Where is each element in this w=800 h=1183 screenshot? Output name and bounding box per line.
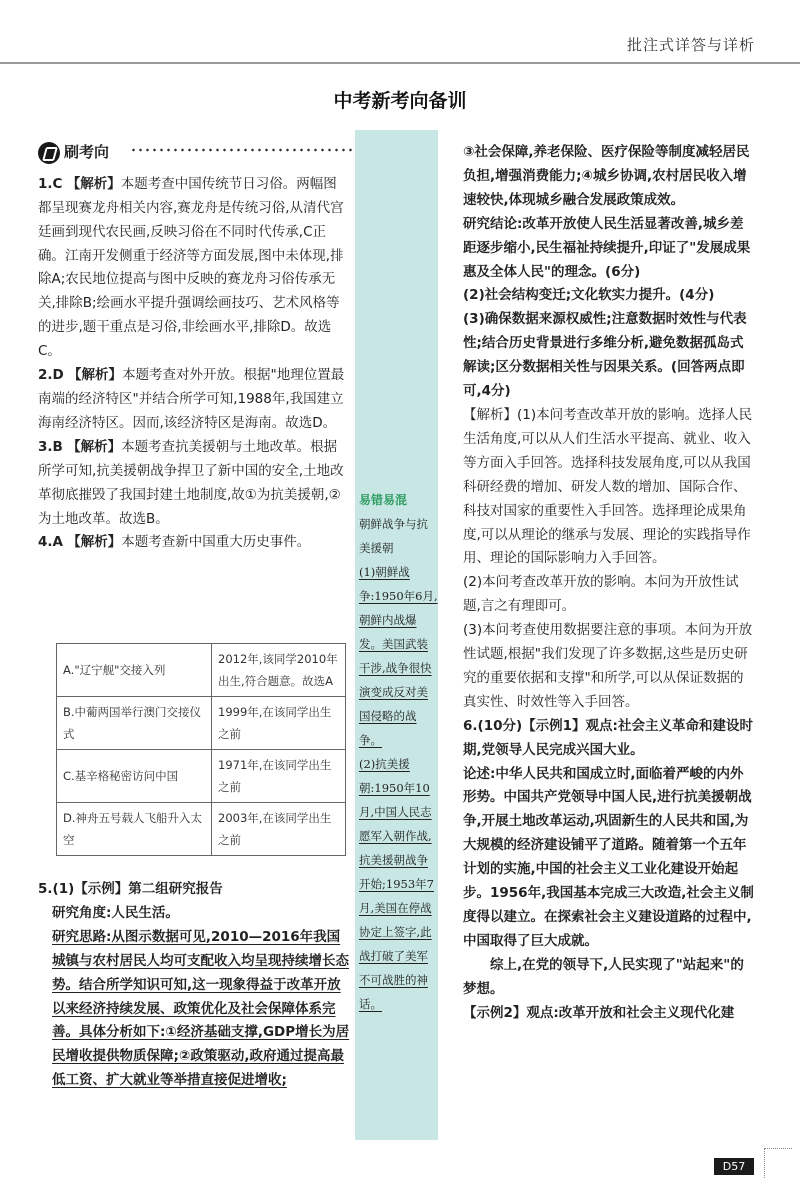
header-rule — [0, 62, 800, 64]
answer-3 — [38, 436, 350, 532]
left-column — [38, 141, 350, 555]
page-title: 中考新考向备训 — [333, 90, 467, 112]
answer-2-number: 2.D — [38, 367, 64, 384]
table-row — [57, 697, 346, 750]
answer-3-tag: 【解析】 — [67, 438, 122, 455]
answer-1-number: 1.C — [38, 175, 63, 192]
answer-3-text: 本题考查抗美援朝与土地改革。根据所学可知,抗美援朝战争捍卫了新中国的安全,土地改革彻底摧毁了我国封建土地制度,故①为抗美援朝,②为土地改革。故选B。 — [38, 438, 344, 527]
table-cell: 1999年,在该同学出生之前 — [212, 697, 346, 750]
right-paragraph-7: (3)本问考查使用数据要注意的事项。本问为开放性试题,根据"我们发现了许多数据,这些是历史研究的重要依据和支撑"和所学,可以从保证数据的真实性、时效性等入手回答。 — [463, 622, 753, 710]
answer-2-text: 本题考查对外开放。根据"地理位置最南端的经济特区"并结合所学可知,1988年,我国建立海南经济特区。因而,该经济特区是海南。故选D。 — [38, 367, 345, 431]
right-column — [463, 141, 755, 1026]
crop-mark — [764, 1148, 766, 1178]
answer-1-tag: 【解析】 — [66, 175, 121, 192]
table-cell: 2003年,在该同学出生之前 — [212, 803, 346, 856]
right-paragraph-3: (2)社会结构变迁;文化软实力提升。(4分) — [463, 287, 715, 304]
table-cell: B.中葡两国举行澳门交接仪式 — [57, 697, 212, 750]
answer-1 — [38, 173, 350, 364]
answer-4-text: 本题考查新中国重大历史事件。 — [121, 534, 311, 551]
answer-4 — [38, 531, 350, 555]
page-number: D57 — [714, 1158, 754, 1175]
answer-5-idea: 研究思路:从图示数据可见,2010—2016年我国城镇与农村居民人均可支配收入均呈现持续增长态势。结合所学知识可知,这一现象得益于改革开放以来经济持续发展、政策优化及社会保障体系完善。具体分析如下:①经济基础支撑,GDP增长为居民增收提供物质保障;②政策驱动,政府通过提高最低工资、扩大就业等举措直接促进增收; — [52, 928, 350, 1089]
table-cell: C.基辛格秘密访问中国 — [57, 750, 212, 803]
dotted-rule — [130, 147, 352, 153]
table-cell: 1971年,在该同学出生之前 — [212, 750, 346, 803]
sidebar-heading: 朝鲜战争与抗美援朝 — [359, 517, 428, 555]
table-row — [57, 644, 346, 697]
crop-mark — [764, 1148, 792, 1161]
answer-4-tag: 【解析】 — [67, 534, 122, 551]
answer-2-tag: 【解析】 — [68, 367, 123, 384]
events-table — [56, 643, 346, 856]
sidebar-note — [359, 488, 439, 1016]
right-paragraph-11: 【示例2】观点:改革开放和社会主义现代化建 — [463, 1004, 735, 1021]
table-cell: D.神舟五号载人飞船升入太空 — [57, 803, 212, 856]
table-row — [57, 750, 346, 803]
table-cell: A."辽宁舰"交接入列 — [57, 644, 212, 697]
answer-1-text: 本题考查中国传统节日习俗。两幅图都呈现赛龙舟相关内容,赛龙舟是传统习俗,从清代宫廷画到现代农民画,反映习俗在不同时代传承,C正确。江南开发侧重于经济等方面发展,图中未体现,排除A;农民地位提高与图中反映的赛龙舟习俗传承无关,排除B;绘画水平提升强调绘画技巧、艺术风格等的进步,题干重点是习俗,非绘画水平,排除D。故选C。 — [38, 175, 344, 360]
right-paragraph-4: (3)确保数据来源权威性;注意数据时效性与代表性;结合历史背景进行多维分析,避免数据孤岛式解读;区分数据相关性与因果关系。(回答两点即可,4分) — [463, 311, 747, 400]
pen-icon — [38, 142, 60, 164]
sidebar-tag: 易错易混 — [359, 493, 408, 507]
right-paragraph-6: (2)本问考查改革开放的影响。本问为开放性试题,言之有理即可。 — [463, 574, 739, 615]
running-header: 批注式详答与详析 — [627, 36, 756, 54]
sidebar-paragraph-2: (2)抗美援朝:1950年10月,中国人民志愿军入朝作战,抗美援朝战争开始;1953年7月,美国在停战协定上签字,此战打破了美军不可战胜的神话。 — [359, 757, 434, 1011]
section-badge-label: 刷考向 — [64, 143, 110, 161]
right-paragraph-2: 研究结论:改革开放使人民生活显著改善,城乡差距逐步缩小,民生福祉持续提升,印证了"发展成果惠及全体人民"的理念。(6分) — [463, 215, 751, 280]
table-row — [57, 803, 346, 856]
answer-4-number: 4.A — [38, 534, 63, 551]
answer-5-heading: 5.(1)【示例】第二组研究报告 — [38, 881, 223, 897]
right-paragraph-10: 综上,在党的领导下,人民实现了"站起来"的梦想。 — [463, 956, 744, 997]
sidebar-paragraph-1: (1)朝鲜战争:1950年6月,朝鲜内战爆发。美国武装干涉,战争很快演变成反对美国侵略的战争。 — [359, 565, 438, 747]
table-cell: 2012年,该同学2010年出生,符合题意。故选A — [212, 644, 346, 697]
answer-5 — [38, 878, 350, 1093]
answer-3-number: 3.B — [38, 438, 63, 455]
right-paragraph-8: 6.(10分)【示例1】观点:社会主义革命和建设时期,党领导人民完成兴国大业。 — [463, 717, 753, 758]
right-paragraph-5: 【解析】(1)本问考查改革开放的影响。选择人民生活角度,可以从人们生活水平提高、就业、收入等方面入手回答。选择科技发展角度,可以从我国科研经费的增加、研发人数的增加、国际合作、科技对国家的重要性入手回答。选择理论成果角度,可以从理论的继承与发展、理论的实践指导作用、理论的国际影响力入手回答。 — [463, 406, 753, 567]
answer-2 — [38, 364, 350, 436]
right-paragraph-1: ③社会保障,养老保险、医疗保险等制度减轻居民负担,增强消费能力;④城乡协调,农村居民收入增速较快,体现城乡融合发展政策成效。 — [463, 144, 750, 208]
right-paragraph-9: 论述:中华人民共和国成立时,面临着严峻的内外形势。中国共产党领导中国人民,进行抗美援朝战争,开展土地改革运动,巩固新生的人民共和国,为大规模的经济建设铺平了道路。随着第一个五年计划的实施,中国的社会主义工业化建设开始起步。1956年,我国基本完成三大改造,社会主义制度得以建立。在探索社会主义建设道路的过程中,中国取得了巨大成就。 — [463, 765, 754, 949]
answer-5-angle: 研究角度:人民生活。 — [52, 904, 179, 921]
section-badge — [38, 141, 109, 165]
